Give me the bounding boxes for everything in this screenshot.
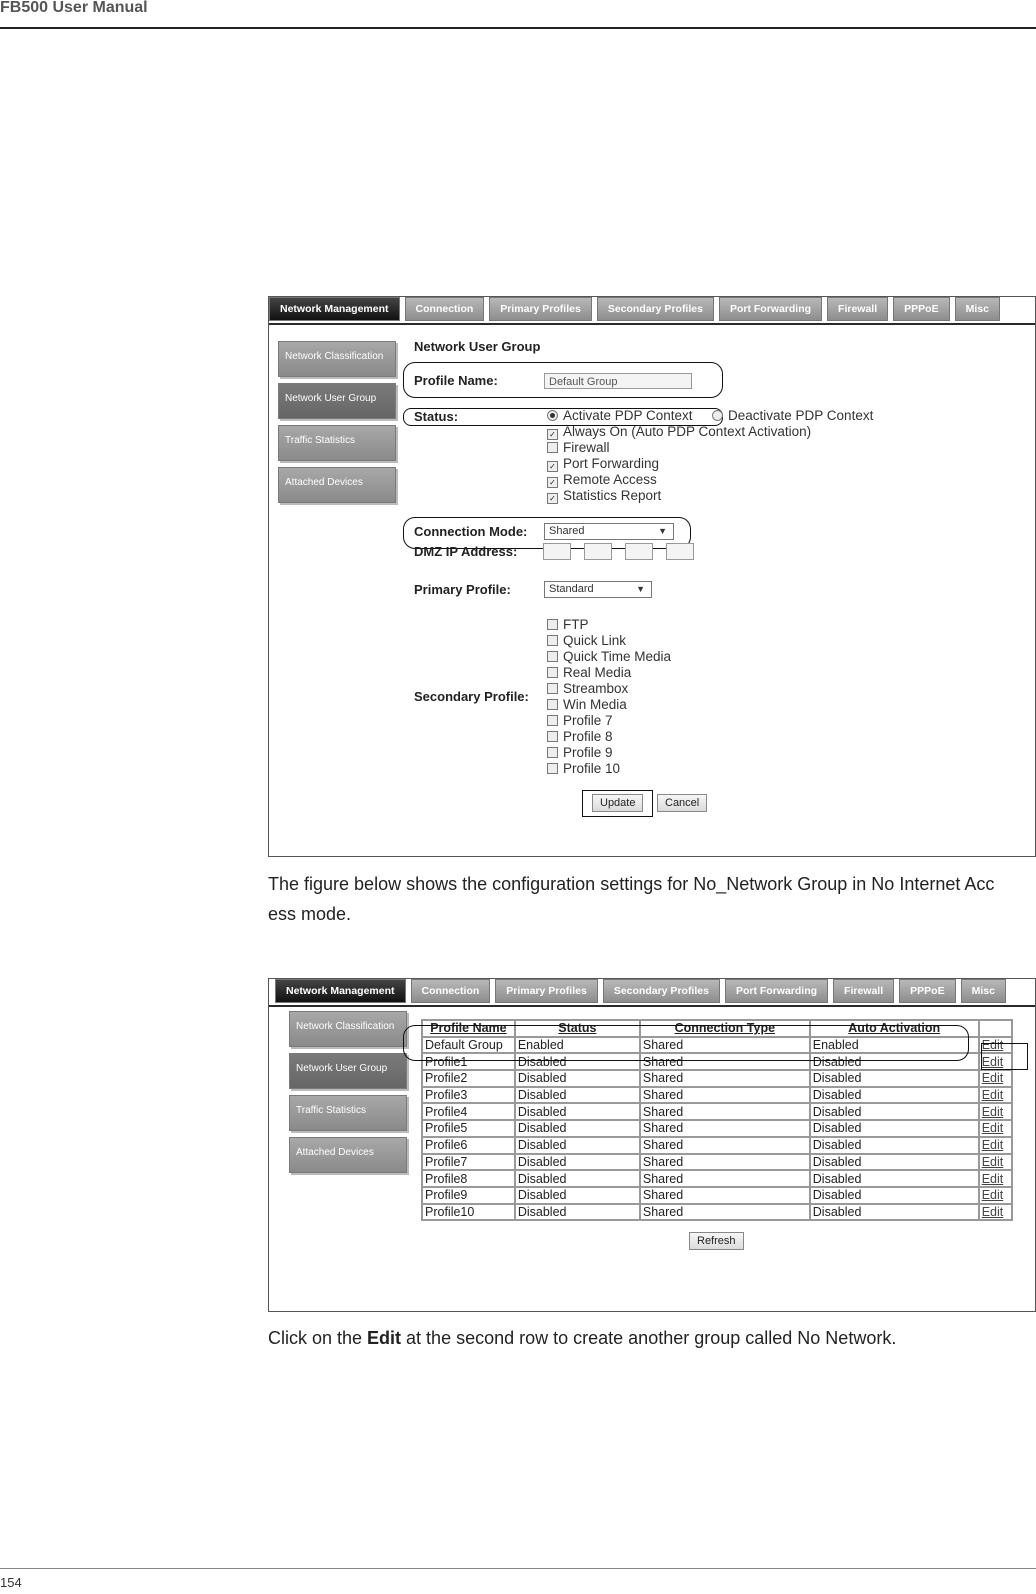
status-check-firewall[interactable]: [547, 440, 811, 456]
table-cell: Disabled: [515, 1103, 640, 1120]
tab-secondary-profiles[interactable]: Secondary Profiles: [597, 297, 714, 321]
form-heading: Network User Group: [414, 339, 541, 354]
table-row: [422, 1170, 1012, 1187]
checkbox-icon[interactable]: ✓: [547, 429, 558, 440]
table-row: [422, 1120, 1012, 1137]
radio-deactivate-icon[interactable]: [712, 410, 723, 421]
table-cell: Shared: [640, 1137, 810, 1154]
secondary-profile-profile-9[interactable]: [547, 745, 671, 761]
edit-link[interactable]: Edit: [979, 1187, 1012, 1204]
paragraph-click-edit: Click on the Edit at the second row to create another group called No Network.: [268, 1328, 897, 1348]
table-cell: Disabled: [515, 1154, 640, 1171]
table-cell: Profile8: [422, 1170, 515, 1187]
highlight-edit-link: [981, 1043, 1028, 1070]
secondary-profile-label: Streambox: [563, 681, 629, 696]
dmz-ip-fields: [543, 543, 707, 561]
checkbox-icon[interactable]: [547, 667, 558, 678]
sidebar-item-network-classification[interactable]: Network Classification: [278, 341, 396, 377]
tab-port-forwarding[interactable]: Port Forwarding: [725, 979, 828, 1003]
table-row: [422, 1204, 1012, 1221]
dmz-ip-octet-input[interactable]: [543, 543, 571, 560]
table-cell: Shared: [640, 1154, 810, 1171]
secondary-profile-win-media[interactable]: [547, 697, 671, 713]
table-cell: Shared: [640, 1187, 810, 1204]
sidebar-item-traffic-statistics[interactable]: Traffic Statistics: [289, 1095, 407, 1131]
table-cell: Profile5: [422, 1120, 515, 1137]
table-cell: Disabled: [810, 1053, 979, 1070]
table-cell: Profile10: [422, 1204, 515, 1221]
secondary-profile-list: [547, 617, 671, 777]
tab-pppoe[interactable]: PPPoE: [899, 979, 955, 1003]
secondary-profile-label: Win Media: [563, 697, 627, 712]
table-cell: Disabled: [515, 1120, 640, 1137]
table-body: [422, 1037, 1012, 1221]
status-check-label: Always On (Auto PDP Context Activation): [563, 424, 812, 439]
secondary-profile-label: FTP: [563, 617, 589, 632]
secondary-profile-label: Profile 7: [563, 713, 613, 728]
dropdown-arrow-icon: ▼: [658, 526, 667, 536]
table-cell: Disabled: [515, 1187, 640, 1204]
table-cell: Shared: [640, 1037, 810, 1054]
network-user-group-screenshot: [268, 296, 1036, 857]
dmz-ip-octet-input[interactable]: [584, 543, 612, 560]
cancel-button[interactable]: Cancel: [657, 794, 707, 812]
edit-link[interactable]: Edit: [979, 1103, 1012, 1120]
status-check-label: Port Forwarding: [563, 456, 660, 471]
secondary-profile-real-media[interactable]: [547, 665, 671, 681]
tab-network-management[interactable]: Network Management: [275, 979, 406, 1003]
table-cell: Disabled: [515, 1204, 640, 1221]
edit-link[interactable]: Edit: [979, 1154, 1012, 1171]
sidebar: [278, 341, 396, 503]
checkbox-icon[interactable]: [547, 731, 558, 742]
tab-connection[interactable]: Connection: [411, 979, 491, 1003]
status-activate-option[interactable]: Activate PDP Context: [547, 408, 693, 423]
profile-name-label: Profile Name:: [414, 373, 498, 388]
tab-primary-profiles[interactable]: Primary Profiles: [495, 979, 598, 1003]
edit-link[interactable]: Edit: [979, 1120, 1012, 1137]
connection-mode-select[interactable]: Shared ▼: [544, 523, 674, 540]
checkbox-icon[interactable]: [547, 635, 558, 646]
table-row: [422, 1087, 1012, 1104]
sidebar-item-network-user-group[interactable]: Network User Group: [289, 1053, 407, 1089]
table-cell: Disabled: [810, 1070, 979, 1087]
table-cell: Shared: [640, 1087, 810, 1104]
secondary-profile-profile-10[interactable]: [547, 761, 671, 777]
table-cell: Disabled: [515, 1053, 640, 1070]
secondary-profile-ftp[interactable]: [547, 617, 671, 633]
manual-title: FB500 User Manual: [0, 0, 148, 16]
edit-emphasis: Edit: [367, 1328, 402, 1348]
status-check-label: Firewall: [563, 440, 610, 455]
table-cell: Enabled: [515, 1037, 640, 1054]
connection-mode-label: Connection Mode:: [414, 524, 528, 539]
table-cell: Disabled: [810, 1204, 979, 1221]
column-header-connection-type: Connection Type: [640, 1020, 810, 1037]
table-cell: Disabled: [810, 1154, 979, 1171]
radio-activate-icon[interactable]: [547, 410, 558, 421]
edit-link[interactable]: Edit: [979, 1204, 1012, 1221]
secondary-profile-label: Quick Time Media: [563, 649, 672, 664]
sidebar-item-network-classification[interactable]: Network Classification: [289, 1011, 407, 1047]
dmz-ip-label: DMZ IP Address:: [414, 544, 518, 559]
page-header: [0, 0, 1036, 29]
table-cell: Disabled: [810, 1087, 979, 1104]
paragraph-figure-intro: The figure below shows the configuration settings for No_Network Group in No Internet Acc ess mode.: [268, 874, 995, 924]
edit-link[interactable]: Edit: [979, 1087, 1012, 1104]
dmz-ip-octet-input[interactable]: [625, 543, 653, 560]
secondary-profile-profile-7[interactable]: [547, 713, 671, 729]
table-cell: Profile2: [422, 1070, 515, 1087]
primary-profile-label: Primary Profile:: [414, 582, 511, 597]
table-cell: Disabled: [515, 1170, 640, 1187]
table-cell: Shared: [640, 1170, 810, 1187]
table-cell: Shared: [640, 1053, 810, 1070]
secondary-profile-streambox[interactable]: [547, 681, 671, 697]
checkbox-icon[interactable]: [547, 683, 558, 694]
status-check-label: Statistics Report: [563, 488, 662, 503]
highlight-profile-name: [403, 362, 723, 398]
secondary-profile-label: Profile 9: [563, 745, 613, 760]
column-header-status: Status: [515, 1020, 640, 1037]
table-cell: Disabled: [810, 1120, 979, 1137]
table-row: [422, 1187, 1012, 1204]
table-cell: Shared: [640, 1120, 810, 1137]
primary-profile-select[interactable]: Standard ▼: [544, 581, 652, 598]
status-check-label: Remote Access: [563, 472, 657, 487]
column-header-profile-name: Profile Name: [422, 1020, 515, 1037]
tab-bar: [275, 979, 1006, 1005]
secondary-profile-quick-time-media[interactable]: [547, 649, 671, 665]
table-cell: Profile4: [422, 1103, 515, 1120]
refresh-button[interactable]: Refresh: [689, 1232, 744, 1250]
table-row: [422, 1103, 1012, 1120]
update-button[interactable]: Update: [592, 794, 643, 812]
table-cell: Disabled: [810, 1103, 979, 1120]
edit-link[interactable]: Edit: [979, 1070, 1012, 1087]
checkbox-icon[interactable]: [547, 763, 558, 774]
sidebar: [289, 1011, 407, 1173]
highlight-default-group-row: [403, 1025, 969, 1061]
tab-connection[interactable]: Connection: [405, 297, 485, 321]
tab-bar: [269, 297, 1000, 323]
profile-name-input[interactable]: Default Group: [544, 373, 692, 389]
tab-firewall[interactable]: Firewall: [827, 297, 888, 321]
table-cell: Disabled: [515, 1137, 640, 1154]
table-cell: Shared: [640, 1204, 810, 1221]
edit-link[interactable]: Edit: [979, 1037, 1012, 1054]
checkbox-icon[interactable]: ✓: [547, 477, 558, 488]
table-cell: Shared: [640, 1070, 810, 1087]
status-checkbox-list: [547, 424, 811, 504]
column-header-auto-activation: Auto Activation: [810, 1020, 979, 1037]
secondary-profile-label: Secondary Profile:: [414, 689, 529, 704]
edit-link[interactable]: Edit: [979, 1170, 1012, 1187]
table-cell: Disabled: [810, 1170, 979, 1187]
table-cell: Disabled: [515, 1087, 640, 1104]
table-row: [422, 1137, 1012, 1154]
tab-misc[interactable]: Misc: [961, 979, 1006, 1003]
column-header-action: [979, 1020, 1012, 1037]
status-label: Status:: [414, 409, 459, 424]
table-cell: Disabled: [810, 1187, 979, 1204]
secondary-profile-label: Profile 8: [563, 729, 613, 744]
secondary-profile-quick-link[interactable]: [547, 633, 671, 649]
tab-primary-profiles[interactable]: Primary Profiles: [489, 297, 592, 321]
checkbox-icon[interactable]: [547, 619, 558, 630]
table-cell: Disabled: [810, 1137, 979, 1154]
sidebar-item-attached-devices[interactable]: Attached Devices: [278, 467, 396, 503]
tab-misc[interactable]: Misc: [955, 297, 1000, 321]
sidebar-item-attached-devices[interactable]: Attached Devices: [289, 1137, 407, 1173]
tab-firewall[interactable]: Firewall: [833, 979, 894, 1003]
table-cell: Profile9: [422, 1187, 515, 1204]
table-cell: Enabled: [810, 1037, 979, 1054]
page-footer: [0, 1568, 1036, 1590]
secondary-profile-label: Profile 10: [563, 761, 621, 776]
sidebar-item-traffic-statistics[interactable]: Traffic Statistics: [278, 425, 396, 461]
tab-network-management[interactable]: Network Management: [269, 297, 400, 321]
sidebar-item-network-user-group[interactable]: Network User Group: [278, 383, 396, 419]
table-cell: Disabled: [515, 1070, 640, 1087]
status-check-always-on-auto-pdp-context-activation[interactable]: [547, 424, 811, 440]
secondary-profile-label: Real Media: [563, 665, 632, 680]
secondary-profile-profile-8[interactable]: [547, 729, 671, 745]
table-cell: Profile1: [422, 1053, 515, 1070]
highlight-update-button: [582, 790, 653, 817]
table-cell: Profile7: [422, 1154, 515, 1171]
checkbox-icon[interactable]: [547, 442, 558, 453]
table-cell: Shared: [640, 1103, 810, 1120]
table-row: [422, 1070, 1012, 1087]
checkbox-icon[interactable]: [547, 651, 558, 662]
status-check-remote-access[interactable]: [547, 472, 811, 488]
dropdown-arrow-icon: ▼: [636, 584, 645, 594]
table-cell: Profile6: [422, 1137, 515, 1154]
tab-pppoe[interactable]: PPPoE: [893, 297, 949, 321]
edit-link[interactable]: Edit: [979, 1137, 1012, 1154]
tab-port-forwarding[interactable]: Port Forwarding: [719, 297, 822, 321]
status-check-port-forwarding[interactable]: [547, 456, 811, 472]
status-deactivate-option[interactable]: Deactivate PDP Context: [712, 408, 873, 423]
table-cell: Profile3: [422, 1087, 515, 1104]
checkbox-icon[interactable]: ✓: [547, 461, 558, 472]
edit-link[interactable]: Edit: [979, 1053, 1012, 1070]
table-cell: Default Group: [422, 1037, 515, 1054]
checkbox-icon[interactable]: [547, 699, 558, 710]
status-check-statistics-report[interactable]: [547, 488, 811, 504]
table-row: [422, 1154, 1012, 1171]
checkbox-icon[interactable]: [547, 747, 558, 758]
profile-table-screenshot: [268, 978, 1036, 1312]
checkbox-icon[interactable]: ✓: [547, 493, 558, 504]
page-number: 154: [0, 1575, 22, 1590]
tab-secondary-profiles[interactable]: Secondary Profiles: [603, 979, 720, 1003]
checkbox-icon[interactable]: [547, 715, 558, 726]
secondary-profile-label: Quick Link: [563, 633, 627, 648]
dmz-ip-octet-input[interactable]: [666, 543, 694, 560]
